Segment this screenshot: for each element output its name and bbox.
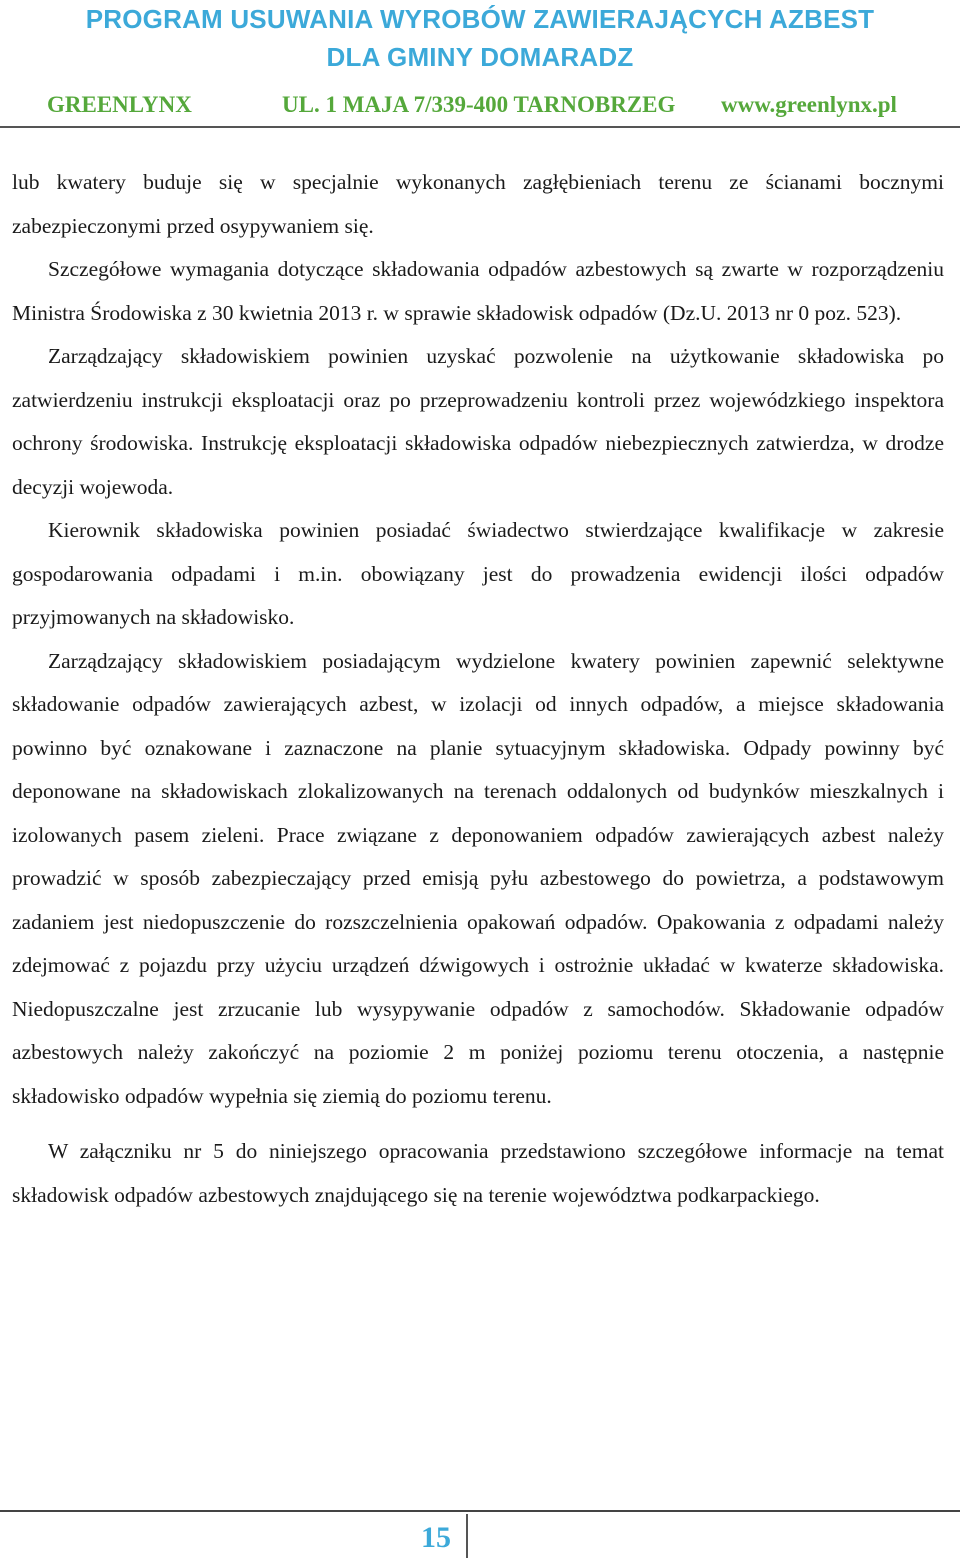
paragraph: Zarządzający składowiskiem posiadającym wydzielone kwatery powinien zapewnić selektywne składowanie odpadów zawierających azbest, w izolacji od innych odpadów, a miejsce składowania powinno być oznakowane i zaznaczone na planie sytuacyjnym składowiska. Odpady powinny być deponowane na składowiskach zlokalizowanych na terenach oddalonych od budynków mieszkalnych i izolowanych pasem zieleni. Prace związane z deponowaniem odpadów zawierających azbest należy prowadzić w sposób zabezpieczający przed emisją pyłu azbestowego do powietrza, a podstawowym zadaniem jest niedopuszczenie do rozszczelnienia opakowań odpadów. Opakowania z odpadami należy zdejmować z pojazdu przy użyciu urządzeń dźwigowych i ostrożnie układać w kwaterze składowiska. Niedopuszczalne jest zrzucanie lub wysypywanie odpadów z samochodów. Składowanie odpadów azbestowych należy zakończyć na poziomie 2 m poniżej poziomu terenu otoczenia, a następnie składowisko odpadów wypełnia się ziemią do poziomu terenu. — [12, 648, 944, 1108]
page-header — [0, 0, 960, 128]
paragraph: W załączniku nr 5 do niniejszego opracowania przedstawiono szczegółowe informacje na temat składowisk odpadów azbestowych znajdującego się na terenie województwa podkarpackiego. — [12, 1139, 944, 1207]
document-title-line-1: PROGRAM USUWANIA WYROBÓW ZAWIERAJĄCYCH AZBEST — [85, 4, 875, 34]
document-title-line-2: DLA GMINY DOMARADZ — [326, 42, 634, 72]
document-body — [12, 161, 944, 1217]
page-footer — [0, 1510, 960, 1561]
street-address: UL. 1 MAJA 7/3 — [282, 92, 443, 117]
header-rule — [0, 126, 960, 128]
paragraph: Kierownik składowiska powinien posiadać świadectwo stwierdzające kwalifikacje w zakresie gospodarowania odpadami i m.in. obowiązany jest do prowadzenia ewidencji ilości odpadów przyjmowanych na składowisko. — [12, 518, 944, 629]
city-address: 39-400 TARNOBRZEG — [443, 92, 676, 117]
paragraph: Szczegółowe wymagania dotyczące składowania odpadów azbestowych są zwarte w rozporządzeniu Ministra Środowiska z 30 kwietnia 2013 r. w sprawie składowisk odpadów (Dz.U. 2013 nr 0 poz. 523). — [12, 257, 944, 325]
contact-line — [0, 88, 960, 122]
footer-rule — [0, 1510, 960, 1512]
company-name: GREENLYNX — [47, 92, 192, 117]
page-number: 15 — [421, 1521, 451, 1554]
website-link[interactable]: www.greenlynx.pl — [721, 92, 897, 117]
footer-divider — [466, 1514, 468, 1558]
paragraph: lub kwatery buduje się w specjalnie wykonanych zagłębieniach terenu ze ścianami bocznymi zabezpieczonymi przed osypywaniem się. — [12, 170, 944, 238]
paragraph: Zarządzający składowiskiem powinien uzyskać pozwolenie na użytkowanie składowiska po zatwierdzeniu instrukcji eksploatacji oraz po przeprowadzeniu kontroli przez wojewódzkiego inspektora ochrony środowiska. Instrukcję eksploatacji składowiska odpadów niebezpiecznych zatwierdza, w drodze decyzji wojewoda. — [12, 344, 944, 499]
